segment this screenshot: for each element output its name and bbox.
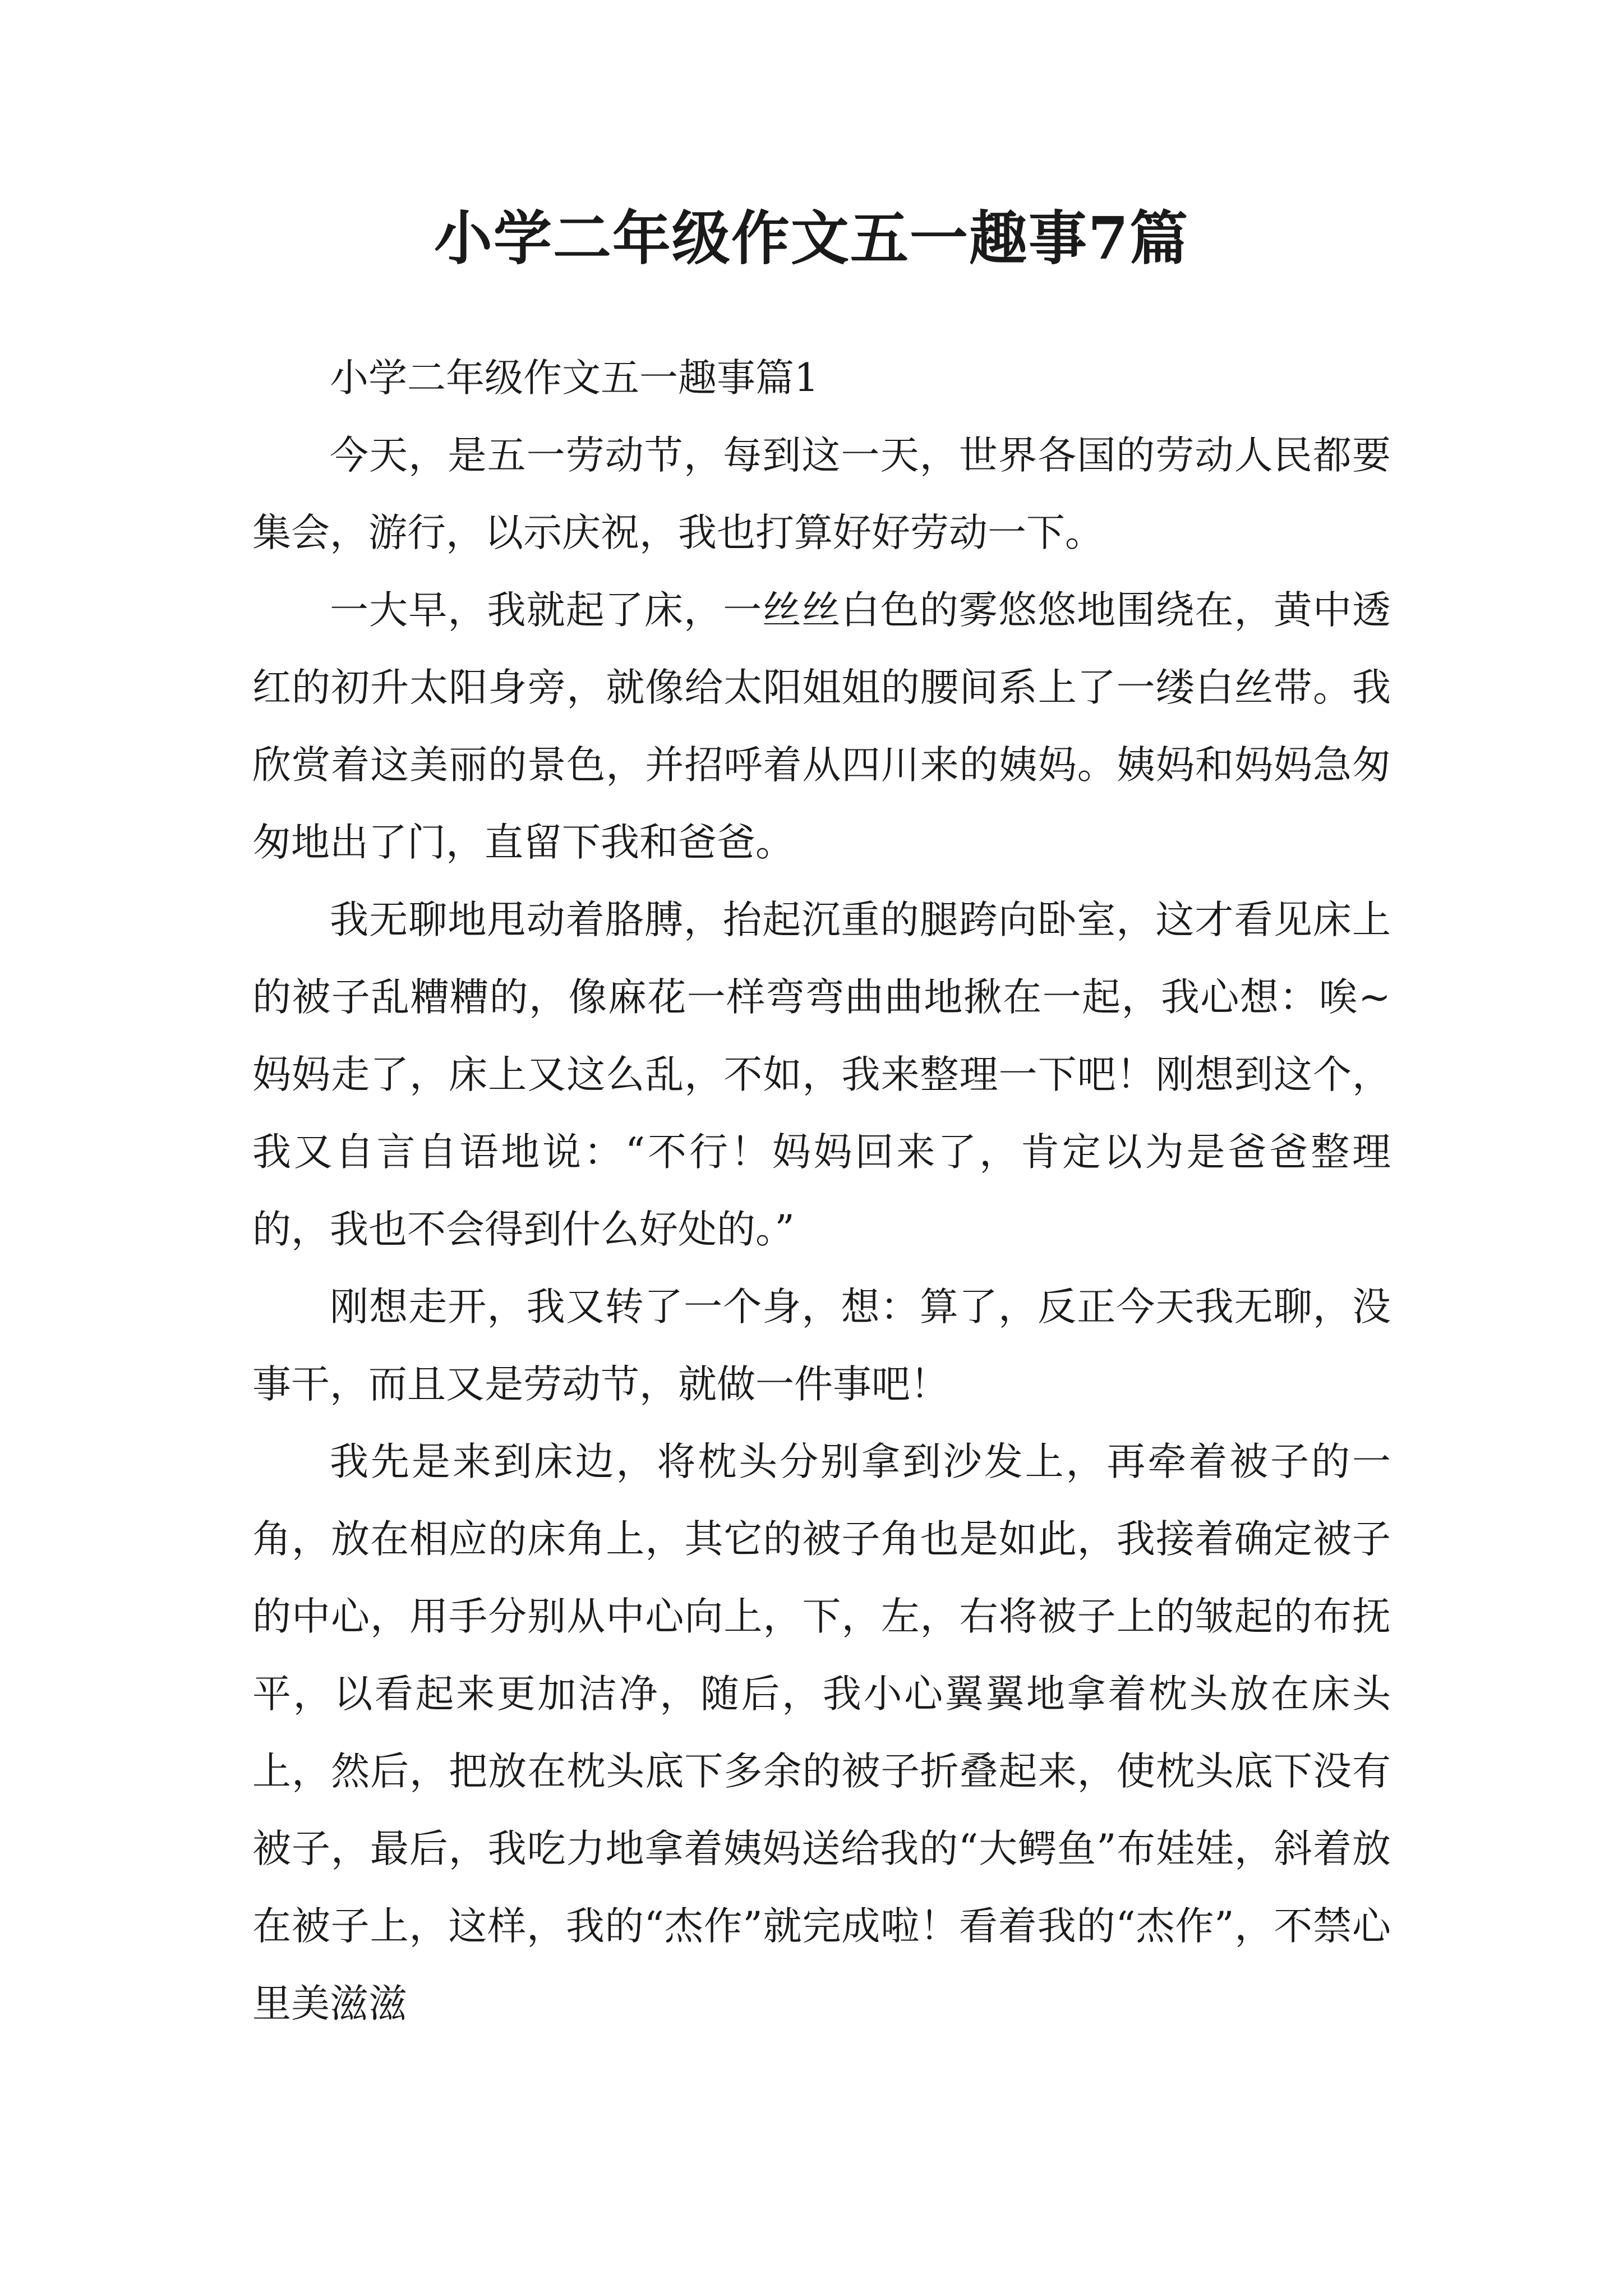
document-body <box>252 339 1391 2042</box>
paragraph-5: 我先是来到床边，将枕头分别拿到沙发上，再牵着被子的一角，放在相应的床角上，其它的被子角也是如此，我接着确定被子的中心，用手分别从中心向上，下，左，右将被子上的皱起的布抚平，以看起来更加洁净，随后，我小心翼翼地拿着枕头放在床头上，然后，把放在枕头底下多余的被子折叠起来，使枕头底下没有被子，最后，我吃力地拿着姨妈送给我的“大鳄鱼”布娃娃，斜着放在被子上，这样，我的“杰作”就完成啦！看着我的“杰作”，不禁心里美滋滋 <box>252 1439 1391 2026</box>
paragraph-4: 刚想走开，我又转了一个身，想：算了，反正今天我无聊，没事干，而且又是劳动节，就做一件事吧！ <box>252 1285 1391 1407</box>
section-heading: 小学二年级作文五一趣事篇1 <box>330 356 819 401</box>
paragraph-2: 一大早，我就起了床，一丝丝白色的雾悠悠地围绕在，黄中透红的初升太阳身旁，就像给太阳姐姐的腰间系上了一缕白丝带。我欣赏着这美丽的景色，并招呼着从四川来的姨妈。姨妈和妈妈急匆匆地出了门，直留下我和爸爸。 <box>252 588 1391 865</box>
document-title: 小学二年级作文五一趣事7篇 <box>434 204 1189 273</box>
paragraph-1: 今天，是五一劳动节，每到这一天，世界各国的劳动人民都要集会，游行，以示庆祝，我也打算好好劳动一下。 <box>252 433 1391 555</box>
paragraph-3: 我无聊地甩动着胳膊，抬起沉重的腿跨向卧室，这才看见床上的被子乱糟糟的，像麻花一样弯弯曲曲地揪在一起，我心想：唉~妈妈走了，床上又这么乱，不如，我来整理一下吧！刚想到这个，我又自言自语地说：“不行！妈妈回来了，肯定以为是爸爸整理的，我也不会得到什么好处的。” <box>252 898 1391 1252</box>
